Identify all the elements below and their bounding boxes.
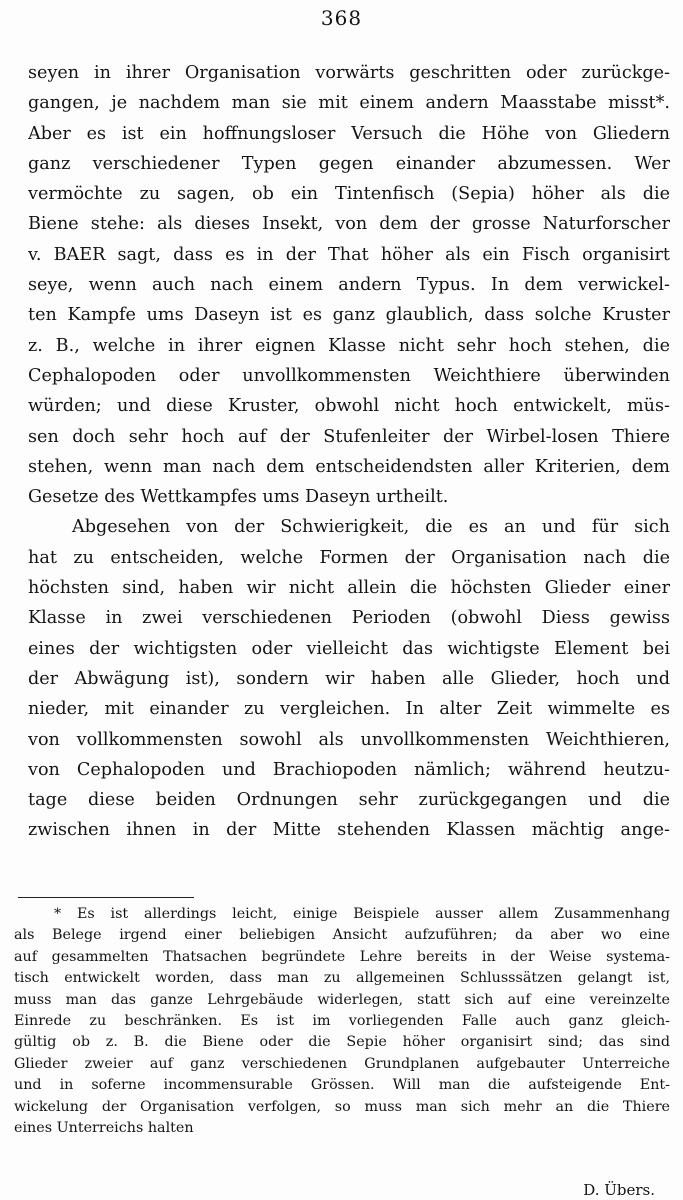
footnote [14,904,670,1139]
text-line: gangen, je nachdem man sie mit einem andern Maasstabe misst*. [28,93,670,114]
text-line: v. BAER sagt, dass es in der That höher als ein Fisch organisirt [28,244,670,265]
text-line: Cephalopoden oder unvollkommensten Weichthiere überwinden [28,365,670,386]
footnote-line: * Es ist allerdings leicht, einige Beispiele ausser allem Zusammenhang [54,906,670,922]
text-line: ten Kampfe ums Daseyn ist es ganz glaublich, dass solche Kruster [28,305,670,326]
text-line: der Abwägung ist), sondern wir haben alle Glieder, hoch und [28,668,670,689]
footnote-line: Glieder zweier auf ganz verschiedenen Grundplanen aufgebauter Unterreiche [14,1055,670,1072]
footnote-line: muss man das ganze Lehrgebäude widerlegen, statt sich auf eine vereinzelte [14,991,670,1008]
text-line: sen doch sehr hoch auf der Stufenleiter der Wirbel-losen Thiere [28,426,670,447]
page-number: 368 [320,6,363,30]
footnote-line: auf gesammelten Thatsachen begründete Lehre bereits in der Weise systema- [14,948,670,965]
text-line: z. B., welche in ihrer eignen Klasse nicht sehr hoch stehen, die [28,335,670,356]
text-line: hat zu entscheiden, welche Formen der Organisation nach die [28,547,670,568]
footnote-line: gültig ob z. B. die Biene oder die Sepie höher organisirt sind; das sind [14,1034,670,1051]
footnote-line: Einrede zu beschränken. Es ist im vorliegenden Falle auch ganz gleich- [14,1012,670,1029]
footnote-line: tisch entwickelt worden, dass man zu allgemeinen Schlusssätzen gelangt ist, [14,970,670,987]
text-line: von vollkommensten sowohl als unvollkommensten Weichthieren, [28,729,670,750]
text-line: würden; und diese Kruster, obwohl nicht hoch entwickelt, müs- [28,396,670,417]
text-line: Aber es ist ein hoffnungsloser Versuch die Höhe von Gliedern [28,123,670,144]
text-line: Klasse in zwei verschiedenen Perioden (obwohl Diess gewiss [28,608,670,629]
text-line: eines der wichtigsten oder vielleicht das wichtigste Element bei [28,638,670,659]
text-line: seye, wenn auch nach einem andern Typus. In dem verwickel- [28,275,670,296]
text-line: Biene stehe: als dieses Insekt, von dem der grosse Naturforscher [28,214,670,235]
text-line: tage diese beiden Ordnungen sehr zurückgegangen und die [28,790,670,811]
text-line: seyen in ihrer Organisation vorwärts geschritten oder zurückge- [28,63,670,83]
paragraph-end-line: Gesetze des Wettkampfes ums Daseyn urtheilt. [28,487,449,508]
footnote-line: eines Unterreichs halten [14,1119,194,1136]
footnote-signature: D. Übers. [583,1181,655,1199]
text-line: zwischen ihnen in der Mitte stehenden Klassen mächtig ange- [28,820,670,841]
text-line: ganz verschiedener Typen gegen einander abzumessen. Wer [28,153,670,174]
footnote-line: als Belege irgend einer beliebigen Ansicht aufzuführen; da aber wo eine [14,927,670,944]
text-line: höchsten sind, haben wir nicht allein die höchsten Glieder einer [28,578,670,599]
footnote-line: wickelung der Organisation verfolgen, so muss man sich mehr an die Thiere [14,1098,670,1115]
main-text [28,58,670,846]
paragraph-start-line: Abgesehen von der Schwierigkeit, die es an und für sich [72,517,670,538]
text-line: stehen, wenn man nach dem entscheidendsten aller Kriterien, dem [28,456,670,477]
text-line: nieder, mit einander zu vergleichen. In alter Zeit wimmelte es [28,699,670,720]
footnote-divider [18,897,194,898]
text-line: vermöchte zu sagen, ob ein Tintenfisch (Sepia) höher als die [28,184,670,205]
text-line: von Cephalopoden und Brachiopoden nämlich; während heutzu- [28,759,670,780]
footnote-line: und in soferne incommensurable Grössen. Will man die aufsteigende Ent- [14,1077,670,1094]
